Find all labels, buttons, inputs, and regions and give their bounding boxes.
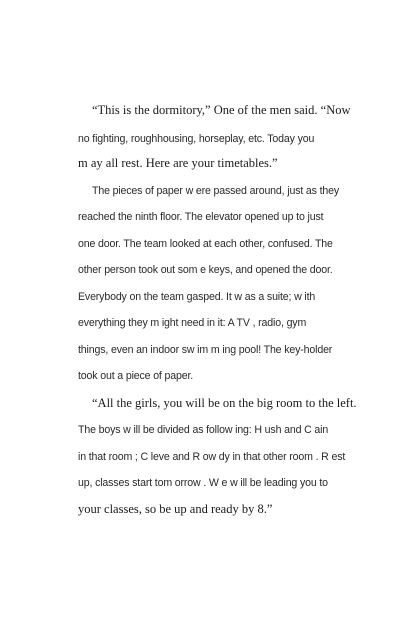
text-line-13: The boys w ill be divided as follow ing: H ush and C ain <box>78 424 329 436</box>
text-line-2: no fighting, roughhousing, horseplay, etc. Today you <box>78 133 315 145</box>
text-line-1: “This is the dormitory,” One of the men said. “Now <box>92 103 351 117</box>
text-line-7: other person took out som e keys, and opened the door. <box>78 264 333 276</box>
text-line-4: The pieces of paper w ere passed around, just as they <box>92 185 340 197</box>
text-line-9: everything they m ight need in it: A TV , radio, gym <box>78 317 307 329</box>
text-line-11: took out a piece of paper. <box>78 370 194 382</box>
text-line-8: Everybody on the team gasped. It w as a suite; w ith <box>78 291 316 303</box>
text-line-16: your classes, so be up and ready by 8.” <box>78 502 273 516</box>
text-line-5: reached the ninth floor. The elevator opened up to just <box>78 211 324 223</box>
text-line-10: things, even an indoor sw im m ing pool! The key-holder <box>78 344 333 356</box>
text-line-14: in that room ; C leve and R ow dy in that other room . R est <box>78 451 346 463</box>
text-line-12: “All the girls, you will be on the big room to the left. <box>92 396 357 410</box>
text-line-3: m ay all rest. Here are your timetables.” <box>78 156 278 170</box>
text-line-15: up, classes start tom orrow . W e w ill be leading you to <box>78 477 328 489</box>
text-line-6: one door. The team looked at each other, confused. The <box>78 238 333 250</box>
